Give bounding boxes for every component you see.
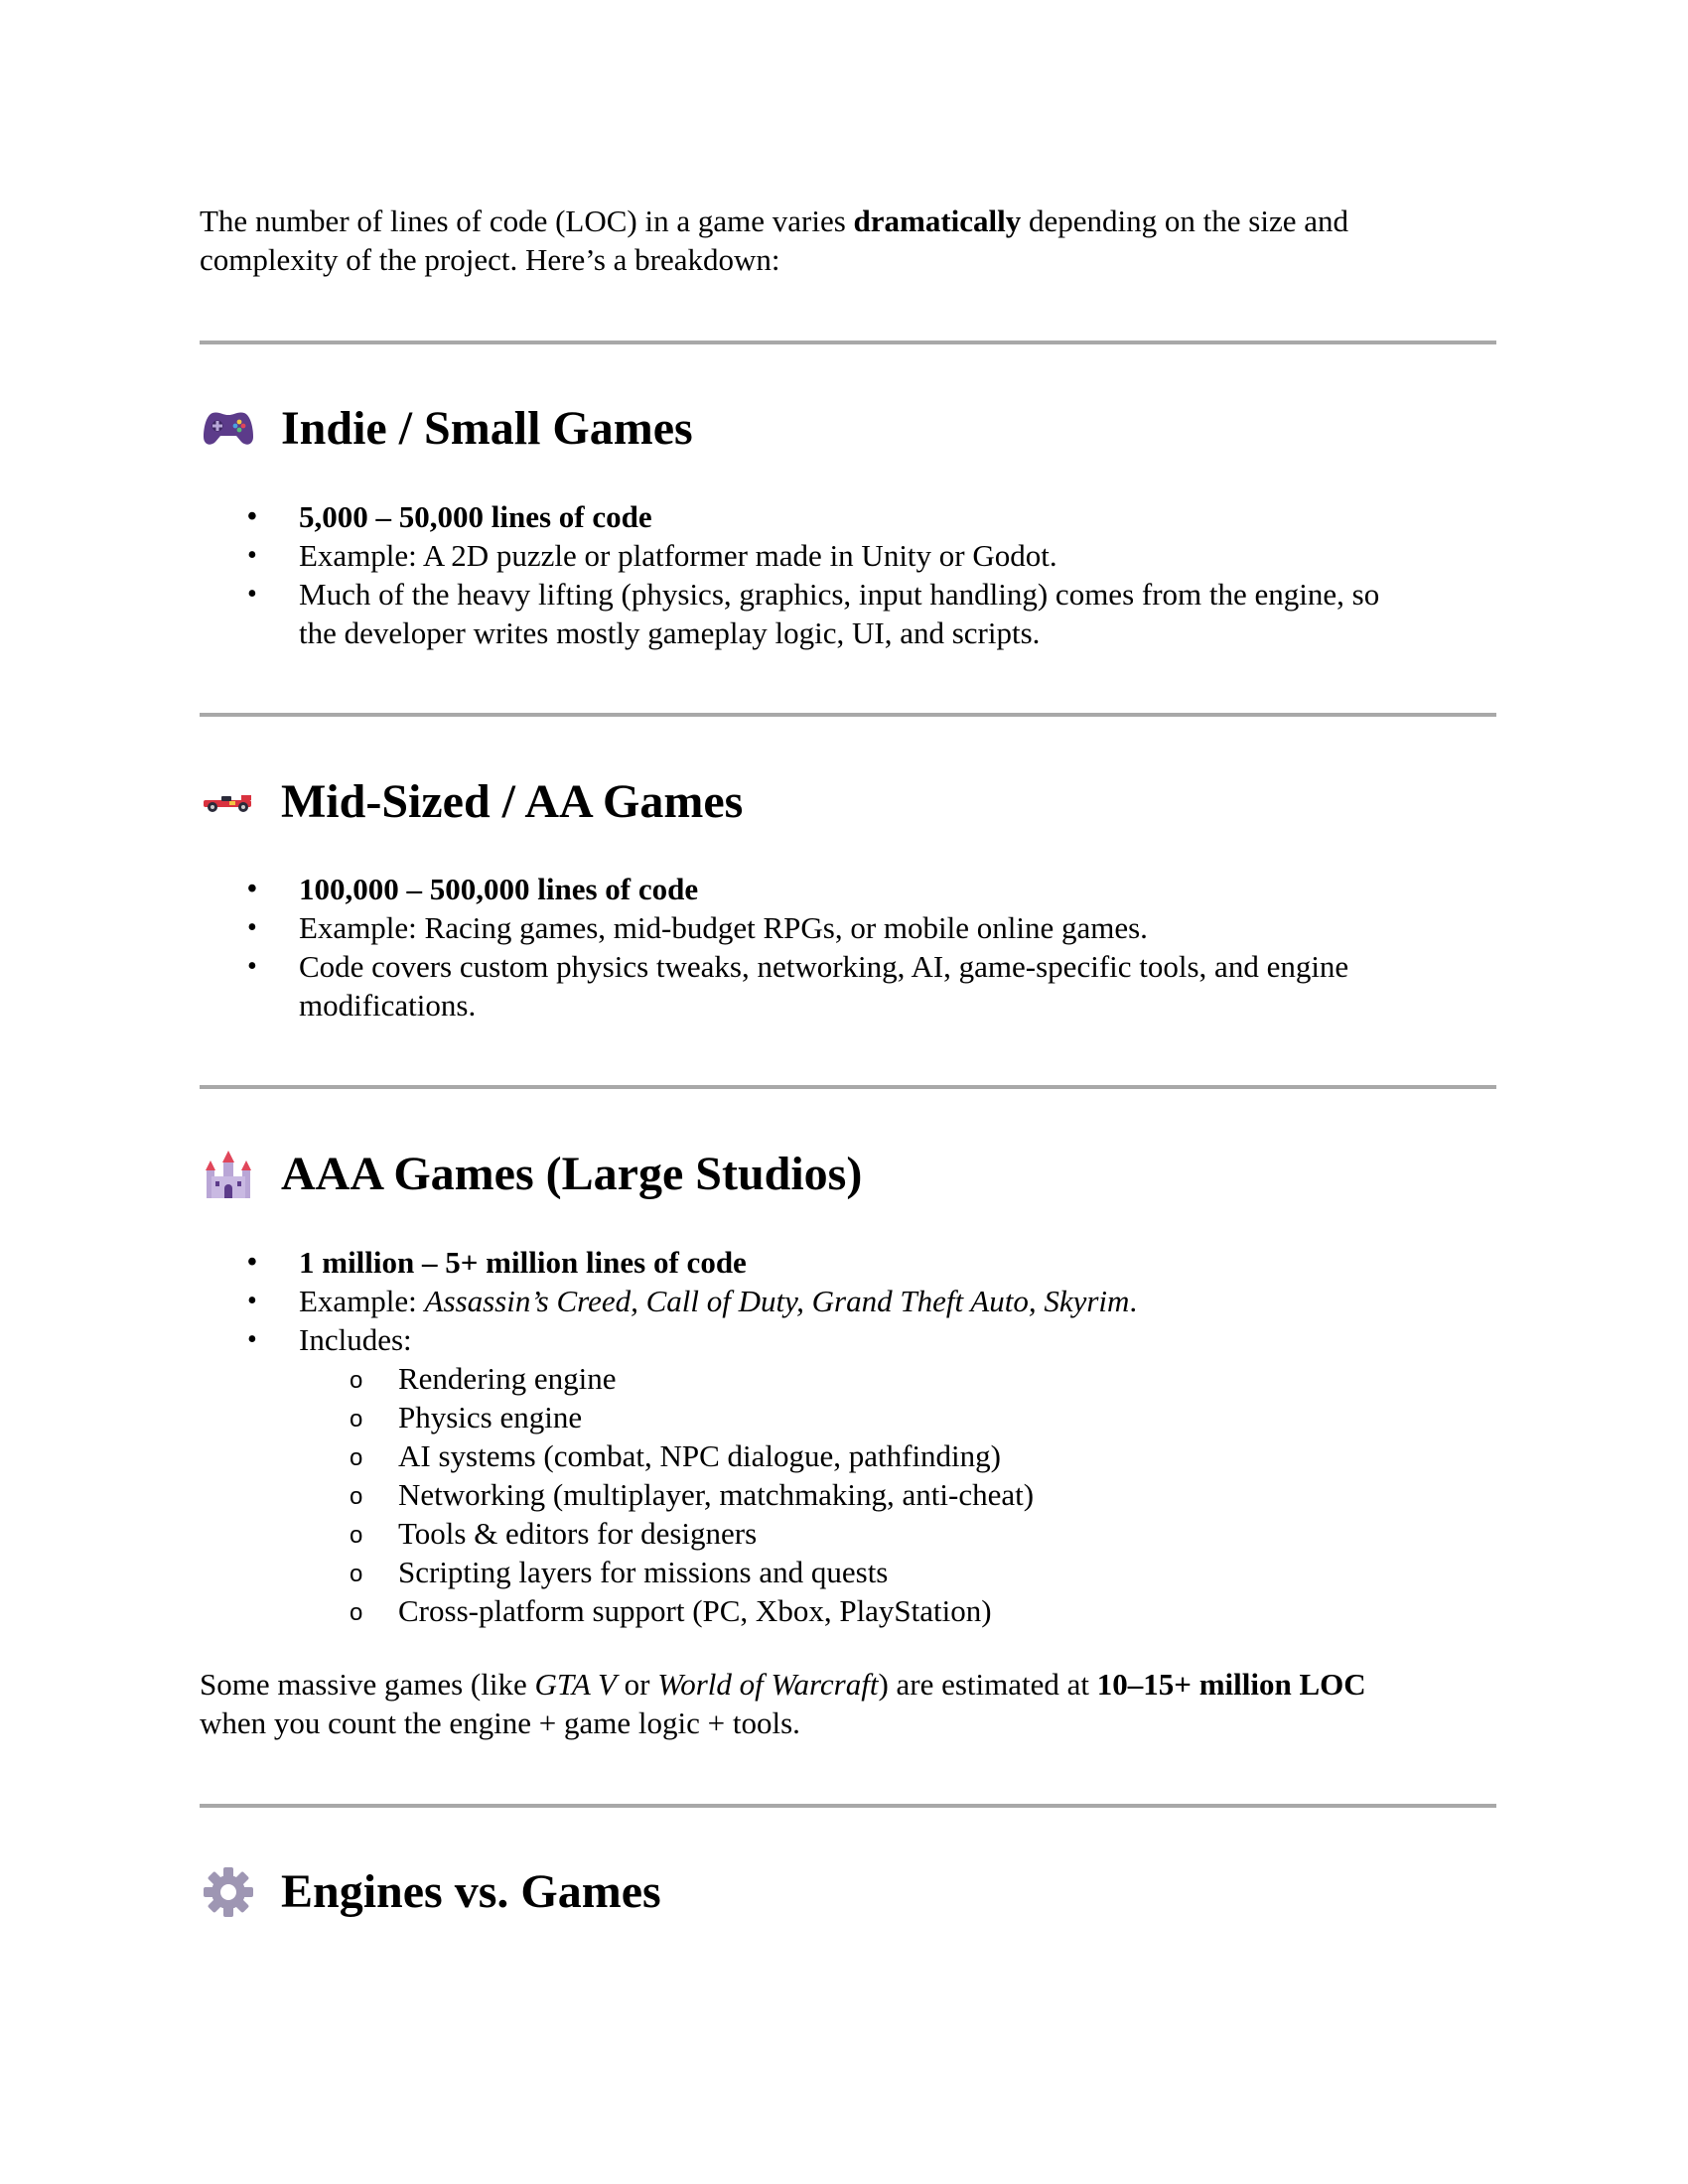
section-title-engines: Engines vs. Games xyxy=(281,1865,661,1918)
list-item: • Example: A 2D puzzle or platformer made in Unity or Godot. xyxy=(200,536,1490,575)
list-item: • Includes: xyxy=(200,1320,1490,1359)
list-indie xyxy=(200,497,1490,652)
divider xyxy=(200,713,1496,717)
list-item-line: modifications. xyxy=(299,988,477,1023)
divider xyxy=(200,341,1496,344)
sub-list-item: o Rendering engine xyxy=(200,1359,1490,1398)
game-controller-icon xyxy=(200,400,257,458)
note-text-line2: when you count the engine + game logic + tools. xyxy=(200,1706,800,1740)
intro-text-end: depending on the size and xyxy=(1021,204,1348,238)
list-item-line: Code covers custom physics tweaks, networking, AI, game-specific tools, and engine xyxy=(299,949,1349,984)
note-text: or xyxy=(616,1667,658,1702)
list-item-line: Much of the heavy lifting (physics, graphics, input handling) comes from the engine, so xyxy=(299,577,1380,612)
list-mid xyxy=(200,870,1490,1024)
section-heading-engines xyxy=(200,1857,661,1927)
sublist-aaa xyxy=(200,1359,1490,1630)
note-emphasis: 10–15+ million LOC xyxy=(1096,1667,1366,1702)
note-game-2: World of Warcraft xyxy=(657,1667,879,1702)
sub-list-item: o Networking (multiplayer, matchmaking, anti-cheat) xyxy=(200,1475,1490,1514)
race-car-icon xyxy=(200,773,257,831)
section-title-indie: Indie / Small Games xyxy=(281,402,693,455)
intro-emphasis: dramatically xyxy=(853,204,1022,238)
intro-text: The number of lines of code (LOC) in a game varies xyxy=(200,204,854,238)
section-heading-aaa xyxy=(200,1140,862,1209)
note-text: Some massive games (like xyxy=(200,1667,535,1702)
gear-icon xyxy=(200,1863,257,1921)
list-item: • 5,000 – 50,000 lines of code xyxy=(200,497,1490,536)
list-item: • 1 million – 5+ million lines of code xyxy=(200,1243,1490,1282)
note-text: ) are estimated at xyxy=(878,1667,1097,1702)
divider xyxy=(200,1085,1496,1089)
section-heading-indie xyxy=(200,394,693,464)
sub-list-item: o Tools & editors for designers xyxy=(200,1514,1490,1553)
note-game-1: GTA V xyxy=(534,1667,617,1702)
section-heading-mid xyxy=(200,767,743,837)
section-title-mid: Mid-Sized / AA Games xyxy=(281,775,744,828)
aaa-note-paragraph xyxy=(200,1665,1490,1742)
list-item-period: . xyxy=(1129,1284,1138,1318)
list-item xyxy=(200,575,1490,652)
sub-list-item: o Scripting layers for missions and quests xyxy=(200,1553,1490,1591)
divider xyxy=(200,1804,1496,1808)
list-item-line: the developer writes mostly gameplay logic, UI, and scripts. xyxy=(299,615,1041,650)
list-item: • 100,000 – 500,000 lines of code xyxy=(200,870,1490,908)
list-item xyxy=(200,947,1490,1024)
intro-text-line2: complexity of the project. Here’s a breakdown: xyxy=(200,242,780,277)
section-title-aaa: AAA Games (Large Studios) xyxy=(281,1148,863,1200)
castle-icon xyxy=(200,1146,257,1203)
list-item xyxy=(200,1282,1490,1320)
list-item-examples: Assassin’s Creed, Call of Duty, Grand Theft Auto, Skyrim xyxy=(424,1284,1130,1318)
sub-list-item: o Physics engine xyxy=(200,1398,1490,1436)
sub-list-item: o AI systems (combat, NPC dialogue, pathfinding) xyxy=(200,1436,1490,1475)
list-item: • Example: Racing games, mid-budget RPGs, or mobile online games. xyxy=(200,908,1490,947)
list-item-label: Example: xyxy=(299,1284,425,1318)
list-aaa xyxy=(200,1243,1490,1359)
intro-paragraph xyxy=(200,202,1490,279)
sub-list-item: o Cross-platform support (PC, Xbox, PlayStation) xyxy=(200,1591,1490,1630)
